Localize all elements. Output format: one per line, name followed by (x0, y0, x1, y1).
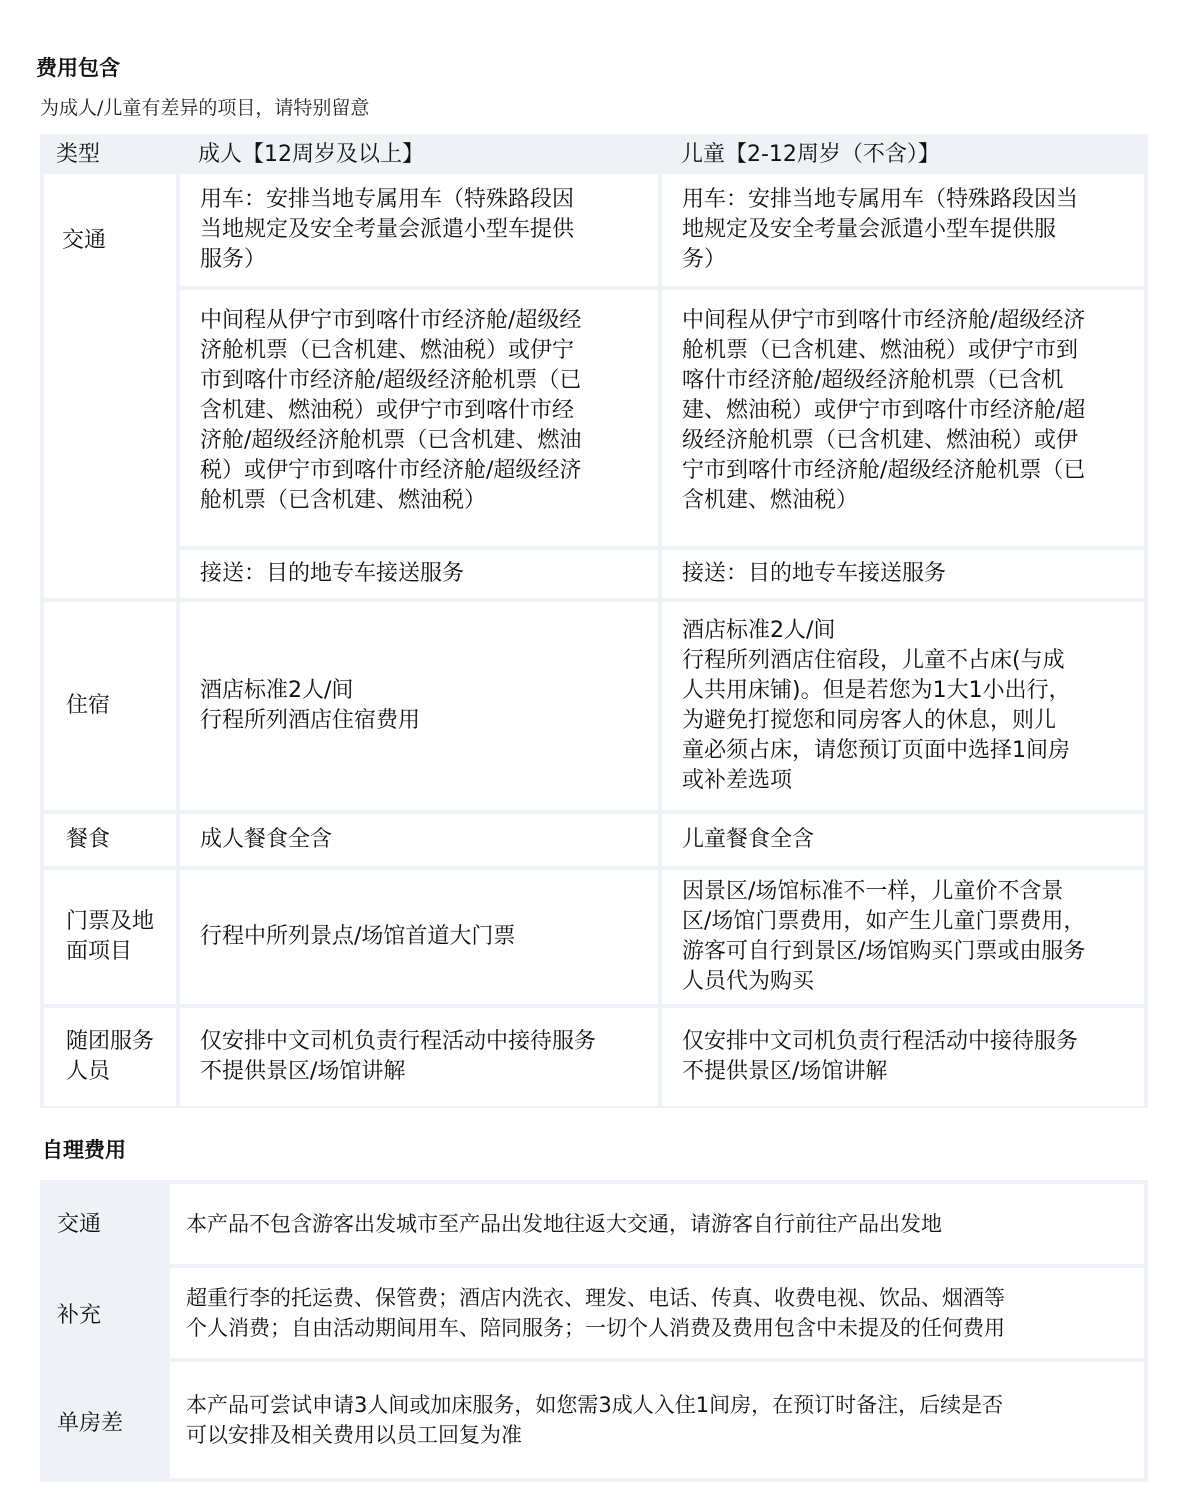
section-title-included: 费用包含 (36, 56, 120, 80)
header-adult: 成人【12周岁及以上】 (198, 142, 424, 167)
included-table (40, 134, 1148, 1108)
self-paid-value-extra: 超重行李的托运费、保管费；酒店内洗衣、理发、电话、传真、收费电视、饮品、烟酒等 个人消费；自由活动期间用车、陪同服务；一切个人消费及费用包含中未提及的任何费用 (170, 1268, 1144, 1358)
header-type: 类型 (56, 142, 101, 167)
section-subtitle: 为成人/儿童有差异的项目，请特别留意 (40, 97, 370, 119)
adult-cell-flight: 中间程从伊宁市到喀什市经济舱/超级经 济舱机票（已含机建、燃油税）或伊宁 市到喀什市经济舱/超级经济舱机票（已 含机建、燃油税）或伊宁市到喀什市经 济舱/超级经济舱机票（已含机建、燃油 税）或伊宁市到喀什市经济舱/超级经济 舱机票（已含机建、燃油税） (180, 290, 658, 546)
self-paid-table (40, 1180, 1148, 1482)
type-cell-staff: 随团服务 人员 (44, 1008, 176, 1106)
child-cell-flight: 中间程从伊宁市到喀什市经济舱/超级经济 舱机票（已含机建、燃油税）或伊宁市到 喀什市经济舱/超级经济舱机票（已含机 建、燃油税）或伊宁市到喀什市经济舱/超 级经济舱机票（已含机建、燃油税）或伊 宁市到喀什市经济舱/超级经济舱机票（已 含机建、燃油税） (662, 290, 1144, 546)
self-paid-label-extra: 补充 (57, 1302, 102, 1328)
child-cell-meals: 儿童餐食全含 (662, 814, 1144, 866)
child-cell-tickets: 因景区/场馆标准不一样，儿童价不含景 区/场馆门票费用，如产生儿童门票费用， 游客可自行到景区/场馆购买门票或由服务 人员代为购买 (662, 870, 1144, 1004)
self-paid-value-transport: 本产品不包含游客出发城市至产品出发地往返大交通，请游客自行前往产品出发地 (170, 1184, 1144, 1264)
type-cell-transport: 交通 (44, 174, 176, 598)
type-cell-tickets: 门票及地 面项目 (44, 870, 176, 1004)
self-paid-value-single-room: 本产品可尝试申请3人间或加床服务，如您需3成人入住1间房，在预订时备注，后续是否 可以安排及相关费用以员工回复为准 (170, 1362, 1144, 1478)
adult-cell-staff: 仅安排中文司机负责行程活动中接待服务 不提供景区/场馆讲解 (180, 1008, 658, 1106)
type-cell-meals: 餐食 (44, 814, 176, 866)
child-cell-car: 用车：安排当地专属用车（特殊路段因当 地规定及安全考量会派遣小型车提供服 务） (662, 174, 1144, 286)
self-paid-label-transport: 交通 (57, 1211, 102, 1237)
header-child: 儿童【2-12周岁（不含）】 (681, 142, 940, 167)
child-cell-lodging: 酒店标准2人/间 行程所列酒店住宿段，儿童不占床(与成 人共用床铺)。但是若您为1大1小出行， 为避免打搅您和同房客人的休息，则儿 童必须占床，请您预订页面中选择1间房 或补差选项 (662, 602, 1144, 810)
section-title-self-paid: 自理费用 (42, 1138, 126, 1162)
adult-cell-car: 用车：安排当地专属用车（特殊路段因 当地规定及安全考量会派遣小型车提供 服务） (180, 174, 658, 286)
adult-cell-transfer: 接送：目的地专车接送服务 (180, 550, 658, 598)
child-cell-transfer: 接送：目的地专车接送服务 (662, 550, 1144, 598)
adult-cell-meals: 成人餐食全含 (180, 814, 658, 866)
child-cell-staff: 仅安排中文司机负责行程活动中接待服务 不提供景区/场馆讲解 (662, 1008, 1144, 1106)
adult-cell-lodging: 酒店标准2人/间 行程所列酒店住宿费用 (180, 602, 658, 810)
type-cell-lodging: 住宿 (44, 602, 176, 810)
self-paid-label-single-room: 单房差 (57, 1410, 124, 1436)
adult-cell-tickets: 行程中所列景点/场馆首道大门票 (180, 870, 658, 1004)
